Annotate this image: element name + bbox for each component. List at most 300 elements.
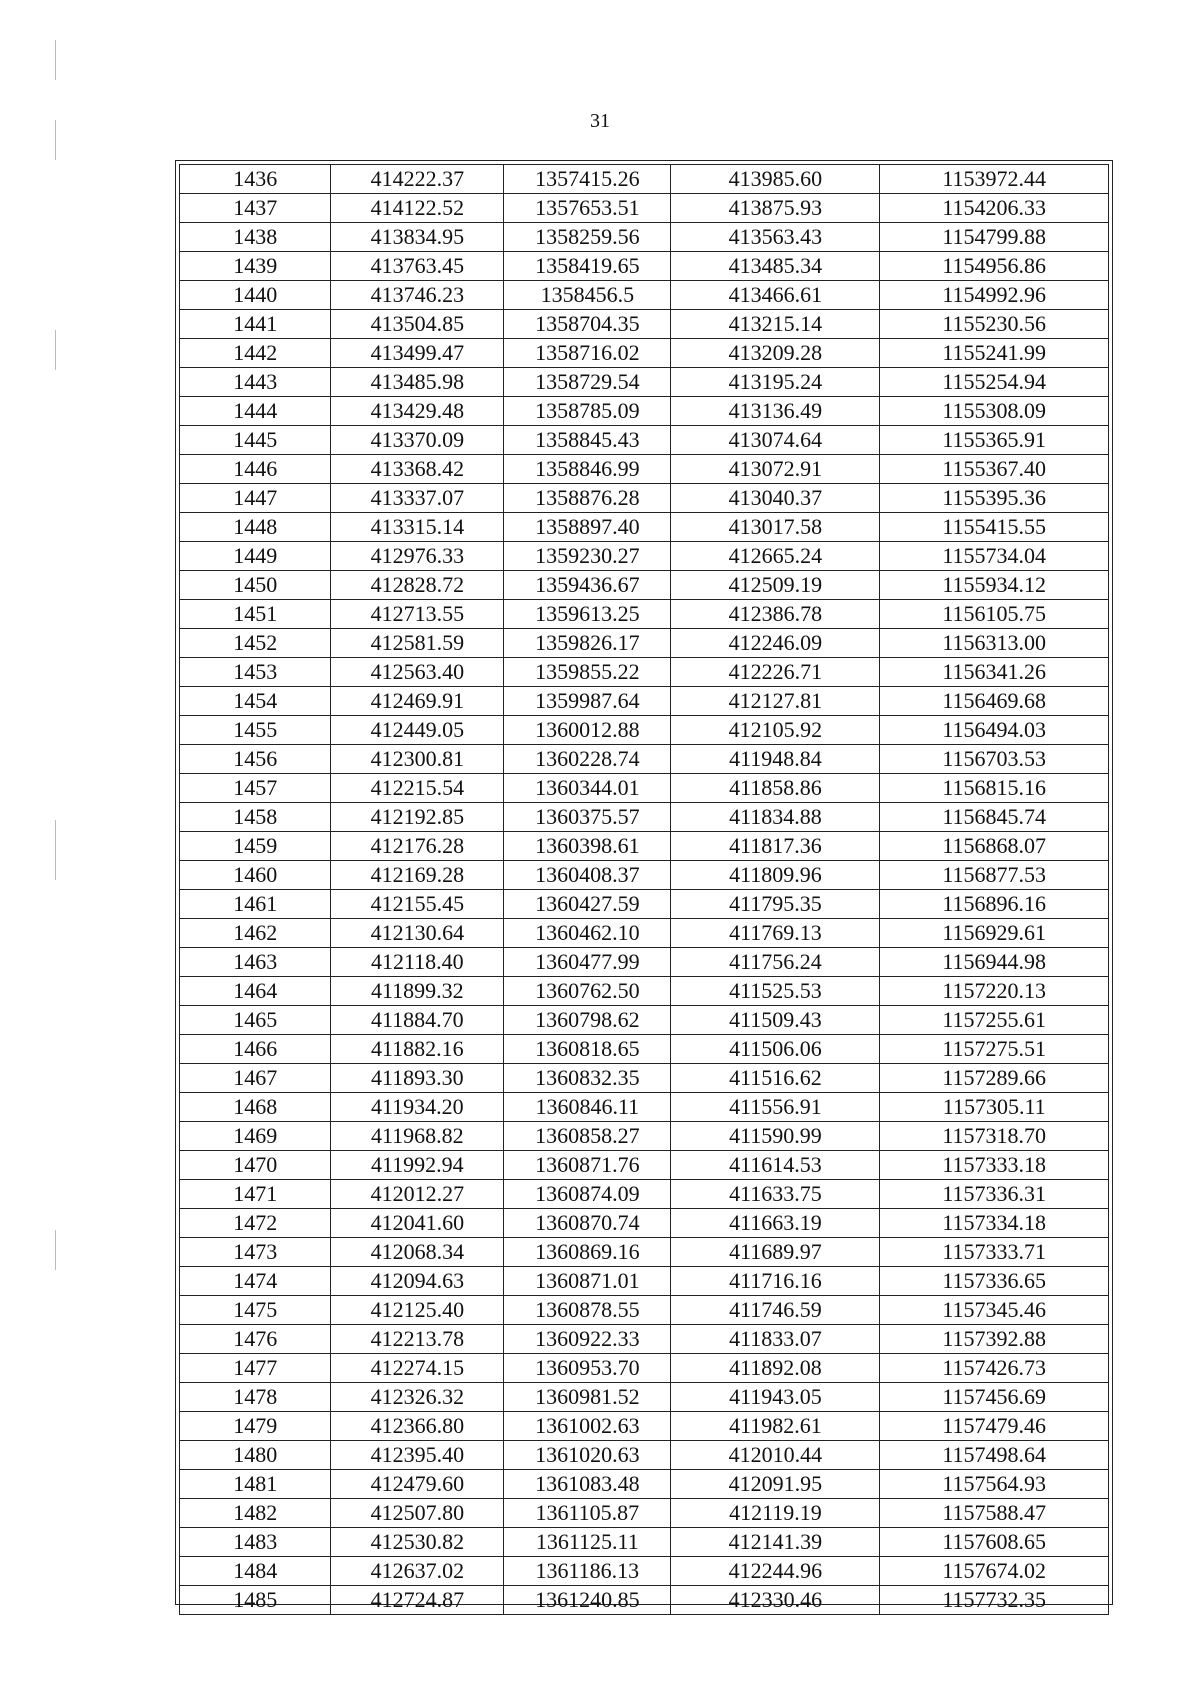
point-number-cell: 1469 [180,1122,331,1151]
coordinate-cell: 412105.92 [671,716,880,745]
point-number-cell: 1449 [180,542,331,571]
coordinate-cell: 411506.06 [671,1035,880,1064]
coordinate-cell: 1156815.16 [880,774,1109,803]
coordinate-cell: 412246.09 [671,629,880,658]
coordinate-cell: 412507.80 [331,1499,504,1528]
coordinate-cell: 413466.61 [671,281,880,310]
table-row [180,977,1109,1006]
table-row [180,1499,1109,1528]
coordinate-cell: 412530.82 [331,1528,504,1557]
coordinate-cell: 411663.19 [671,1209,880,1238]
coordinate-cell: 1157333.18 [880,1151,1109,1180]
coordinate-cell: 1156494.03 [880,716,1109,745]
table-row [180,1151,1109,1180]
point-number-cell: 1455 [180,716,331,745]
coordinate-cell: 1157479.46 [880,1412,1109,1441]
point-number-cell: 1482 [180,1499,331,1528]
coordinate-cell: 412326.32 [331,1383,504,1412]
table-row [180,339,1109,368]
coordinate-cell: 1359855.22 [504,658,671,687]
coordinate-cell: 1360878.55 [504,1296,671,1325]
point-number-cell: 1460 [180,861,331,890]
point-number-cell: 1448 [180,513,331,542]
coordinate-cell: 413040.37 [671,484,880,513]
coordinate-cell: 1156313.00 [880,629,1109,658]
coordinate-cell: 412119.19 [671,1499,880,1528]
coordinate-cell: 412176.28 [331,832,504,861]
coordinate-cell: 1155254.94 [880,368,1109,397]
point-number-cell: 1473 [180,1238,331,1267]
coordinate-cell: 412244.96 [671,1557,880,1586]
point-number-cell: 1453 [180,658,331,687]
coordinate-cell: 1361125.11 [504,1528,671,1557]
coordinate-cell: 1358729.54 [504,368,671,397]
coordinate-cell: 1155365.91 [880,426,1109,455]
table-row [180,861,1109,890]
coordinate-cell: 1157674.02 [880,1557,1109,1586]
coordinate-cell: 412010.44 [671,1441,880,1470]
coordinate-cell: 413315.14 [331,513,504,542]
coordinate-cell: 412130.64 [331,919,504,948]
table-row [180,1267,1109,1296]
coordinate-cell: 1156845.74 [880,803,1109,832]
coordinate-cell: 1157275.51 [880,1035,1109,1064]
coordinate-cell: 1157336.31 [880,1180,1109,1209]
point-number-cell: 1476 [180,1325,331,1354]
table-row [180,223,1109,252]
table-row [180,1035,1109,1064]
table-row [180,513,1109,542]
coordinate-cell: 1358259.56 [504,223,671,252]
coordinate-cell: 412713.55 [331,600,504,629]
table-row [180,368,1109,397]
coordinate-cell: 1157588.47 [880,1499,1109,1528]
coordinate-cell: 412724.87 [331,1586,504,1615]
coordinate-cell: 1157564.93 [880,1470,1109,1499]
table-row [180,165,1109,194]
coordinate-cell: 1157289.66 [880,1064,1109,1093]
coordinate-cell: 411509.43 [671,1006,880,1035]
coordinate-cell: 411834.88 [671,803,880,832]
point-number-cell: 1485 [180,1586,331,1615]
point-number-cell: 1463 [180,948,331,977]
coordinate-cell: 411716.16 [671,1267,880,1296]
point-number-cell: 1454 [180,687,331,716]
coordinate-cell: 411614.53 [671,1151,880,1180]
coordinate-cell: 1360228.74 [504,745,671,774]
coordinate-cell: 411817.36 [671,832,880,861]
coordinate-cell: 411858.86 [671,774,880,803]
coordinate-cell: 1358419.65 [504,252,671,281]
point-number-cell: 1472 [180,1209,331,1238]
coordinate-cell: 411689.97 [671,1238,880,1267]
point-number-cell: 1440 [180,281,331,310]
table-row [180,194,1109,223]
table-row [180,919,1109,948]
coordinate-cell: 413195.24 [671,368,880,397]
point-number-cell: 1439 [180,252,331,281]
table-row [180,1586,1109,1615]
coordinate-cell: 1360408.37 [504,861,671,890]
table-row [180,1238,1109,1267]
coordinate-cell: 1153972.44 [880,165,1109,194]
coordinate-cell: 413485.98 [331,368,504,397]
coordinate-cell: 1360818.65 [504,1035,671,1064]
coordinate-cell: 412366.80 [331,1412,504,1441]
coordinate-cell: 1360427.59 [504,890,671,919]
coordinate-cell: 412274.15 [331,1354,504,1383]
point-number-cell: 1437 [180,194,331,223]
coordinate-cell: 1360798.62 [504,1006,671,1035]
coordinate-cell: 411516.62 [671,1064,880,1093]
coordinate-cell: 411833.07 [671,1325,880,1354]
coordinate-cell: 413136.49 [671,397,880,426]
coordinate-cell: 411899.32 [331,977,504,1006]
coordinate-cell: 412141.39 [671,1528,880,1557]
coordinate-cell: 1360874.09 [504,1180,671,1209]
coordinate-cell: 411892.08 [671,1354,880,1383]
coordinate-cell: 412155.45 [331,890,504,919]
point-number-cell: 1442 [180,339,331,368]
coordinate-cell: 412127.81 [671,687,880,716]
table-row [180,1006,1109,1035]
table-row [180,252,1109,281]
coordinate-cell: 1358846.99 [504,455,671,484]
coordinate-cell: 413504.85 [331,310,504,339]
point-number-cell: 1459 [180,832,331,861]
table-row [180,1209,1109,1238]
scan-mark [55,820,56,880]
coordinate-cell: 413074.64 [671,426,880,455]
coordinate-cell: 1360832.35 [504,1064,671,1093]
coordinate-cell: 1156105.75 [880,600,1109,629]
coordinate-cell: 411968.82 [331,1122,504,1151]
point-number-cell: 1452 [180,629,331,658]
coordinate-cell: 1157732.35 [942,1587,1047,1612]
coordinate-cell: 412169.28 [331,861,504,890]
point-number-cell: 1444 [180,397,331,426]
table-row [180,1296,1109,1325]
coordinate-cell: 413209.28 [671,339,880,368]
coordinate-cell: 412012.27 [331,1180,504,1209]
point-number-cell: 1470 [180,1151,331,1180]
point-number-cell: 1456 [180,745,331,774]
coordinate-cell: 414222.37 [331,165,504,194]
coordinate-cell: 412386.78 [671,600,880,629]
coordinate-table-body [180,165,1109,1615]
coordinate-cell: 1156877.53 [880,861,1109,890]
coordinate-cell: 1361002.63 [504,1412,671,1441]
coordinate-cell: 1360871.01 [504,1267,671,1296]
table-row [180,1093,1109,1122]
table-row [180,542,1109,571]
table-row [180,658,1109,687]
coordinate-cell: 1157608.65 [880,1528,1109,1557]
coordinate-cell: 1357415.26 [504,165,671,194]
coordinate-cell: 1157334.18 [880,1209,1109,1238]
coordinate-cell: 413985.60 [671,165,880,194]
coordinate-cell: 1360344.01 [504,774,671,803]
table-row [180,1325,1109,1354]
table-row [180,1528,1109,1557]
coordinate-cell: 413763.45 [331,252,504,281]
point-number-cell: 1478 [180,1383,331,1412]
coordinate-table [179,164,1109,1615]
coordinate-cell: 1157333.71 [880,1238,1109,1267]
coordinate-cell: 1360012.88 [504,716,671,745]
table-row [180,629,1109,658]
coordinate-cell: 412563.40 [331,658,504,687]
table-row [180,890,1109,919]
coordinate-cell: 412828.72 [331,571,504,600]
scan-mark [55,330,56,370]
coordinate-cell: 413429.48 [331,397,504,426]
coordinate-cell: 1358897.40 [504,513,671,542]
coordinate-cell: 412509.19 [671,571,880,600]
point-number-cell: 1436 [180,165,331,194]
coordinate-cell: 1157220.13 [880,977,1109,1006]
coordinate-cell: 1359826.17 [504,629,671,658]
coordinate-cell: 1360477.99 [504,948,671,977]
table-row [180,484,1109,513]
coordinate-cell: 414122.52 [331,194,504,223]
coordinate-cell: 1360398.61 [504,832,671,861]
coordinate-cell: 411943.05 [671,1383,880,1412]
point-number-cell: 1468 [180,1093,331,1122]
coordinate-cell: 1157345.46 [880,1296,1109,1325]
coordinate-cell: 1155241.99 [880,339,1109,368]
point-number-cell: 1464 [180,977,331,1006]
coordinate-cell: 412094.63 [331,1267,504,1296]
coordinate-cell: 411948.84 [671,745,880,774]
coordinate-cell: 412192.85 [331,803,504,832]
coordinate-cell: 1154206.33 [880,194,1109,223]
coordinate-cell: 1360922.33 [504,1325,671,1354]
coordinate-cell: 1155415.55 [880,513,1109,542]
table-row [180,687,1109,716]
coordinate-cell: 1360762.50 [504,977,671,1006]
point-number-cell: 1445 [180,426,331,455]
coordinate-cell: 412449.05 [331,716,504,745]
coordinate-cell: 411756.24 [671,948,880,977]
coordinate-cell: 413017.58 [671,513,880,542]
table-row [180,1441,1109,1470]
coordinate-cell: 1156944.98 [880,948,1109,977]
point-number-cell: 1451 [180,600,331,629]
coordinate-cell: 412226.71 [671,658,880,687]
table-row [180,745,1109,774]
point-number-cell: 1466 [180,1035,331,1064]
coordinate-table-frame [175,160,1113,1612]
coordinate-cell: 413337.07 [331,484,504,513]
coordinate-cell: 412041.60 [331,1209,504,1238]
coordinate-cell: 1154992.96 [880,281,1109,310]
coordinate-cell: 1360846.11 [504,1093,671,1122]
page-number: 31 [590,110,610,132]
coordinate-cell: 411809.96 [671,861,880,890]
point-number-cell: 1484 [180,1557,331,1586]
point-number-cell: 1467 [180,1064,331,1093]
table-row [180,1412,1109,1441]
coordinate-cell: 413370.09 [331,426,504,455]
coordinate-cell: 411633.75 [671,1180,880,1209]
table-row [180,948,1109,977]
coordinate-cell: 1155934.12 [880,571,1109,600]
table-row [180,1557,1109,1586]
coordinate-cell: 1359230.27 [504,542,671,571]
coordinate-cell: 1360462.10 [504,919,671,948]
table-row [180,1122,1109,1151]
coordinate-cell: 1361186.13 [504,1557,671,1586]
scan-mark [55,120,56,160]
table-row [180,310,1109,339]
point-number-cell: 1441 [180,310,331,339]
scan-mark [55,40,56,80]
point-number-cell: 1477 [180,1354,331,1383]
coordinate-cell: 1156896.16 [880,890,1109,919]
coordinate-cell: 412118.40 [331,948,504,977]
coordinate-cell: 1361105.87 [504,1499,671,1528]
table-row [180,455,1109,484]
point-number-cell: 1447 [180,484,331,513]
table-row [180,1180,1109,1209]
coordinate-cell: 413834.95 [331,223,504,252]
coordinate-cell: 1361083.48 [504,1470,671,1499]
coordinate-cell: 1155230.56 [880,310,1109,339]
table-row [180,832,1109,861]
coordinate-cell: 1157456.69 [880,1383,1109,1412]
coordinate-cell: 412300.81 [331,745,504,774]
coordinate-cell: 411556.91 [671,1093,880,1122]
coordinate-cell: 411795.35 [671,890,880,919]
coordinate-cell: 411992.94 [331,1151,504,1180]
coordinate-cell: 412479.60 [331,1470,504,1499]
coordinate-cell: 412215.54 [331,774,504,803]
table-row [180,397,1109,426]
coordinate-cell: 412637.02 [331,1557,504,1586]
point-number-cell: 1465 [180,1006,331,1035]
table-row [180,281,1109,310]
point-number-cell: 1446 [180,455,331,484]
coordinate-cell: 1360981.52 [504,1383,671,1412]
coordinate-cell: 1155734.04 [880,542,1109,571]
table-row [180,426,1109,455]
coordinate-cell: 411746.59 [671,1296,880,1325]
coordinate-cell: 412068.34 [331,1238,504,1267]
point-number-cell: 1462 [180,919,331,948]
coordinate-cell: 1361020.63 [504,1441,671,1470]
coordinate-cell: 1157336.65 [880,1267,1109,1296]
point-number-cell: 1450 [180,571,331,600]
coordinate-cell: 1358876.28 [504,484,671,513]
coordinate-cell: 1358704.35 [504,310,671,339]
point-number-cell: 1480 [180,1441,331,1470]
coordinate-cell: 1157318.70 [880,1122,1109,1151]
coordinate-cell: 1360870.74 [504,1209,671,1238]
coordinate-cell: 412976.33 [331,542,504,571]
point-number-cell: 1457 [180,774,331,803]
coordinate-cell: 1155395.36 [880,484,1109,513]
coordinate-cell: 413485.34 [671,252,880,281]
coordinate-cell: 1157426.73 [880,1354,1109,1383]
coordinate-cell: 413746.23 [331,281,504,310]
table-row [180,803,1109,832]
coordinate-cell: 1157392.88 [880,1325,1109,1354]
coordinate-cell: 1156341.26 [880,658,1109,687]
coordinate-cell: 1157255.61 [880,1006,1109,1035]
table-row [180,774,1109,803]
coordinate-cell: 411590.99 [671,1122,880,1151]
coordinate-cell: 1157498.64 [880,1441,1109,1470]
coordinate-cell: 1358785.09 [504,397,671,426]
coordinate-cell: 1360375.57 [504,803,671,832]
coordinate-cell: 1358845.43 [504,426,671,455]
scan-mark [55,1230,56,1270]
coordinate-cell: 1361240.85 [504,1586,671,1615]
coordinate-cell: 411893.30 [331,1064,504,1093]
coordinate-cell: 411525.53 [671,977,880,1006]
coordinate-cell: 1155308.09 [880,397,1109,426]
coordinate-cell: 1358456.5 [504,281,671,310]
coordinate-cell: 1156868.07 [880,832,1109,861]
coordinate-cell: 413875.93 [671,194,880,223]
coordinate-cell: 1157305.11 [880,1093,1109,1122]
coordinate-cell: 413563.43 [671,223,880,252]
point-number-cell: 1475 [180,1296,331,1325]
coordinate-cell: 1360858.27 [504,1122,671,1151]
table-row [180,571,1109,600]
table-row [180,1064,1109,1093]
coordinate-cell: 1360869.16 [504,1238,671,1267]
coordinate-cell: 1359613.25 [504,600,671,629]
point-number-cell: 1471 [180,1180,331,1209]
coordinate-cell: 411934.20 [331,1093,504,1122]
point-number-cell: 1438 [180,223,331,252]
coordinate-cell: 1154956.86 [880,252,1109,281]
coordinate-cell: 412330.46 [671,1586,880,1615]
point-number-cell: 1483 [180,1528,331,1557]
coordinate-cell: 413215.14 [671,310,880,339]
coordinate-cell: 1155367.40 [880,455,1109,484]
coordinate-cell: 413072.91 [671,455,880,484]
coordinate-cell: 413368.42 [331,455,504,484]
point-number-cell: 1443 [180,368,331,397]
coordinate-cell: 412469.91 [331,687,504,716]
coordinate-cell: 411884.70 [331,1006,504,1035]
point-number-cell: 1458 [180,803,331,832]
coordinate-cell: 412125.40 [331,1296,504,1325]
coordinate-cell: 412581.59 [331,629,504,658]
coordinate-cell: 1156929.61 [880,919,1109,948]
coordinate-cell: 1156469.68 [880,687,1109,716]
coordinate-cell: 1154799.88 [880,223,1109,252]
coordinate-cell: 412213.78 [331,1325,504,1354]
table-row [180,1470,1109,1499]
coordinate-cell: 1360953.70 [504,1354,671,1383]
coordinate-cell: 411982.61 [671,1412,880,1441]
coordinate-cell: 1358716.02 [504,339,671,368]
point-number-cell: 1474 [180,1267,331,1296]
table-row [180,600,1109,629]
table-row [180,1354,1109,1383]
coordinate-cell: 1156703.53 [880,745,1109,774]
coordinate-cell: 411769.13 [671,919,880,948]
coordinate-cell: 411882.16 [331,1035,504,1064]
coordinate-cell: 412091.95 [671,1470,880,1499]
point-number-cell: 1479 [180,1412,331,1441]
coordinate-cell: 413499.47 [331,339,504,368]
coordinate-cell: 1359436.67 [504,571,671,600]
